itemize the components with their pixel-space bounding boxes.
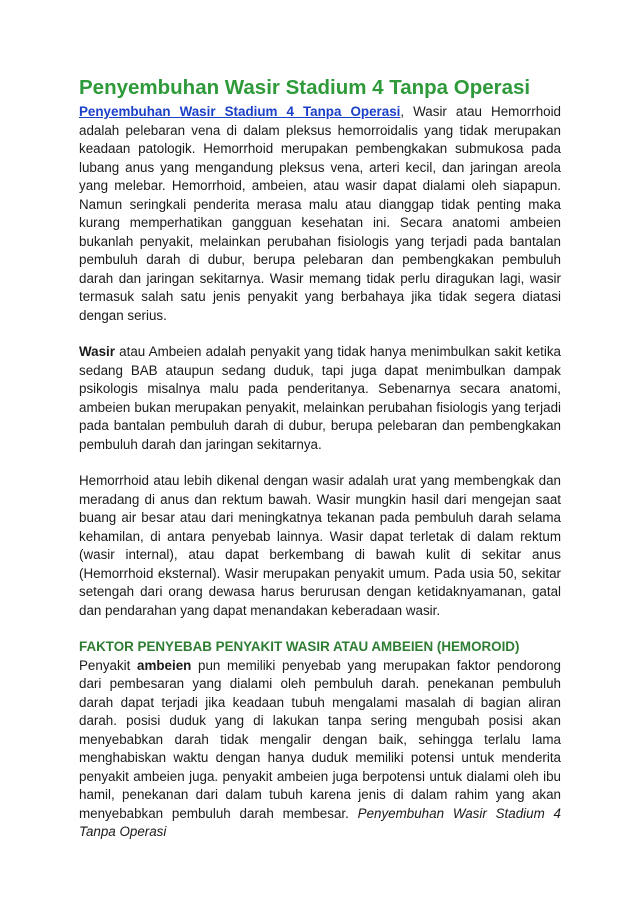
italic-keyword: Penyembuhan Wasir Stadium 4 Tanpa Operasi xyxy=(79,805,561,839)
paragraph-intro-text: , Wasir atau Hemorrhoid adalah pelebaran vena di dalam pleksus hemorroidalis yang tidak merupakan keadaan patologik. Hemorrhoid merupakan pembengkakan submukosa pada lubang anus yang mengandung pleksus vena, arteri kecil, dan jaringan areola yang melebar. Hemorrhoid, ambeien, atau wasir dapat dialami oleh siapapun. Namun seringkali penderita merasa malu atau dianggap tidak penting maka kurang memperhatikan gangguan kesehatan ini. Secara anatomi ambeien bukanlah penyakit, melainkan perubahan fisiologis yang terjadi pada bantalan pembuluh darah di dubur, berupa pelebaran dan pembengkakan pembuluh darah dan jaringan sekitarnya. Wasir memang tidak perlu diragukan lagi, wasir termasuk salah satu jenis penyakit yang berbahaya jika tidak segera diatasi dengan serius. xyxy=(79,104,562,323)
document-page xyxy=(79,76,561,842)
paragraph-hemorrhoid: Hemorrhoid atau lebih dikenal dengan wasir adalah urat yang membengkak dan meradang di anus dan rektum bawah. Wasir mungkin hasil dari mengejan saat buang air besar atau dari meningkatnya tekanan pada pembuluh darah selama kehamilan, di antara penyebab lainnya. Wasir dapat terletak di dalam rektum (wasir internal), atau dapat berkembang di bawah kulit di sekitar anus (Hemorrhoid eksternal). Wasir merupakan penyakit umum. Pada usia 50, sekitar setengah dari orang dewasa harus berurusan dengan ketidaknyamanan, gatal dan pendarahan yang dapat menandakan keberadaan wasir. xyxy=(79,473,561,618)
paragraph-wasir xyxy=(79,343,561,454)
bold-term-ambeien: ambeien xyxy=(137,657,192,673)
page-title: Penyembuhan Wasir Stadium 4 Tanpa Operasi xyxy=(79,76,531,99)
section-heading xyxy=(79,638,561,657)
paragraph-causes-lead: Penyakit xyxy=(79,657,138,673)
bold-term-wasir: Wasir xyxy=(79,344,115,359)
paragraph-causes-text: pun memiliki penyebab yang merupakan faktor pendorong dari pembesaran yang dialami oleh pembuluh darah. penekanan pembuluh darah dapat terjadi jika keadaan tubuh mengalami masalah di bagian aliran darah. posisi duduk yang di lakukan tanpa sering mengubah posisi akan menyebabkan darah tidak mengalir dengan baik, sehingga terlalu lama menghabiskan waktu dengan hanya duduk memiliki potensi untuk menderita penyakit ambeien juga. penyakit ambeien juga berpotensi untuk dialami oleh ibu hamil, penekanan dari dalam tubuh karena jenis di dalam rahim yang akan menyebabkan pembuluh darah membesar. xyxy=(79,657,561,821)
title-link[interactable]: Penyembuhan Wasir Stadium 4 Tanpa Operasi xyxy=(79,104,401,119)
section-heading-text: FAKTOR PENYEBAB PENYAKIT WASIR ATAU AMBEIEN (HEMOROID) xyxy=(79,639,520,654)
paragraph-wasir-text: atau Ambeien adalah penyakit yang tidak hanya menimbulkan sakit ketika sedang BAB ataupun sedang duduk, tapi juga dapat menimbulkan dampak psikologis misalnya malu pada penderitanya. Sebenarnya secara anatomi, ambeien bukan merupakan penyakit, melainkan perubahan fisiologis yang terjadi pada bantalan pembuluh darah di dubur, berupa pelebaran dan pembengkakan pembuluh darah dan jaringan sekitarnya. xyxy=(79,344,561,452)
paragraph-causes xyxy=(79,657,561,842)
paragraph-intro xyxy=(79,103,561,325)
